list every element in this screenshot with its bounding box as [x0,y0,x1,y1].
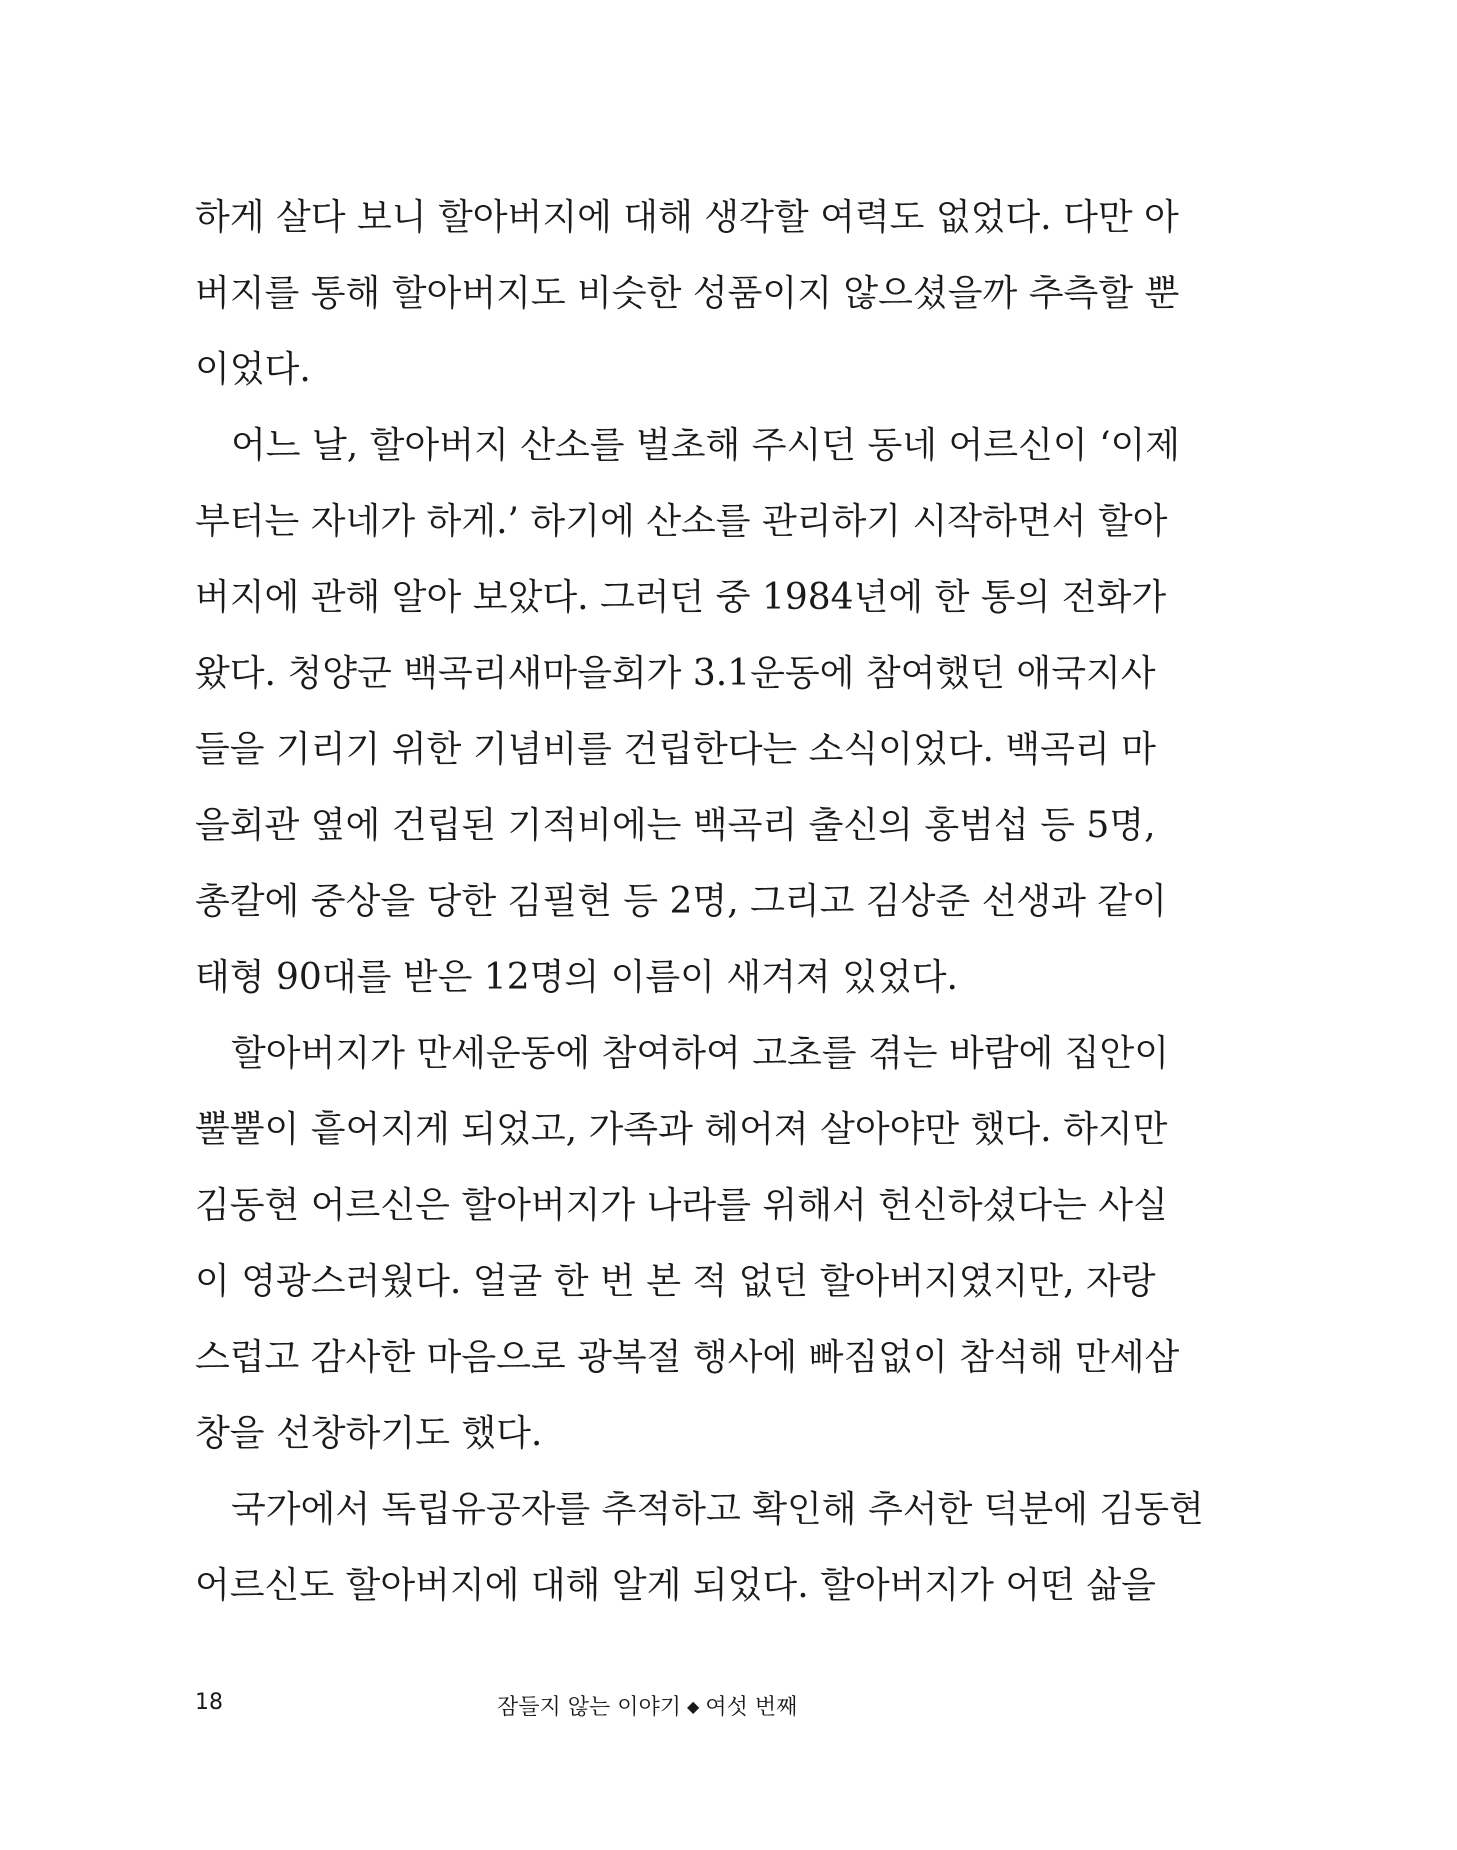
text-line: 어느 날, 할아버지 산소를 벌초해 주시던 동네 어르신이 ‘이제 [231,425,1181,466]
text-line: 할아버지가 만세운동에 참여하여 고초를 겪는 바람에 집안이 [231,1033,1170,1074]
text-line: 부터는 자네가 하게.’ 하기에 산소를 관리하기 시작하면서 할아 [195,501,1168,542]
running-title [497,1690,797,1721]
volume-label: 여섯 번째 [705,1695,798,1720]
page-footer [0,1690,1457,1730]
book-title: 잠들지 않는 이야기 [497,1695,682,1720]
text-line: 하게 살다 보니 할아버지에 대해 생각할 여력도 없었다. 다만 아 [195,197,1179,238]
text-line: 태형 90대를 받은 12명의 이름이 새겨져 있었다. [195,957,958,998]
text-line: 뿔뿔이 흩어지게 되었고, 가족과 헤어져 살아야만 했다. 하지만 [195,1109,1168,1150]
text-line: 버지를 통해 할아버지도 비슷한 성품이지 않으셨을까 추측할 뿐 [195,273,1180,314]
text-line: 왔다. 청양군 백곡리새마을회가 3.1운동에 참여했던 애국지사 [195,653,1156,694]
text-line: 어르신도 할아버지에 대해 알게 되었다. 할아버지가 어떤 삶을 [195,1565,1156,1606]
page-body [195,180,1204,1624]
text-line: 이 영광스러웠다. 얼굴 한 번 본 적 없던 할아버지였지만, 자랑 [195,1261,1156,1302]
text-line: 스럽고 감사한 마음으로 광복절 행사에 빠짐없이 참석해 만세삼 [195,1337,1180,1378]
text-line: 들을 기리기 위한 기념비를 건립한다는 소식이었다. 백곡리 마 [195,729,1156,770]
text-line: 김동현 어르신은 할아버지가 나라를 위해서 헌신하셨다는 사실 [195,1185,1168,1226]
text-line: 국가에서 독립유공자를 추적하고 확인해 추서한 덕분에 김동현 [231,1489,1204,1530]
text-line: 버지에 관해 알아 보았다. 그러던 중 1984년에 한 통의 전화가 [195,577,1167,618]
text-line: 총칼에 중상을 당한 김필현 등 2명, 그리고 김상준 선생과 같이 [195,881,1167,922]
text-line: 이었다. [195,349,311,390]
diamond-separator-icon: ◆ [687,1697,700,1716]
page-number: 18 [195,1690,223,1715]
text-line: 창을 선창하기도 했다. [195,1413,543,1454]
text-line: 을회관 옆에 건립된 기적비에는 백곡리 출신의 홍범섭 등 5명, [195,805,1156,846]
